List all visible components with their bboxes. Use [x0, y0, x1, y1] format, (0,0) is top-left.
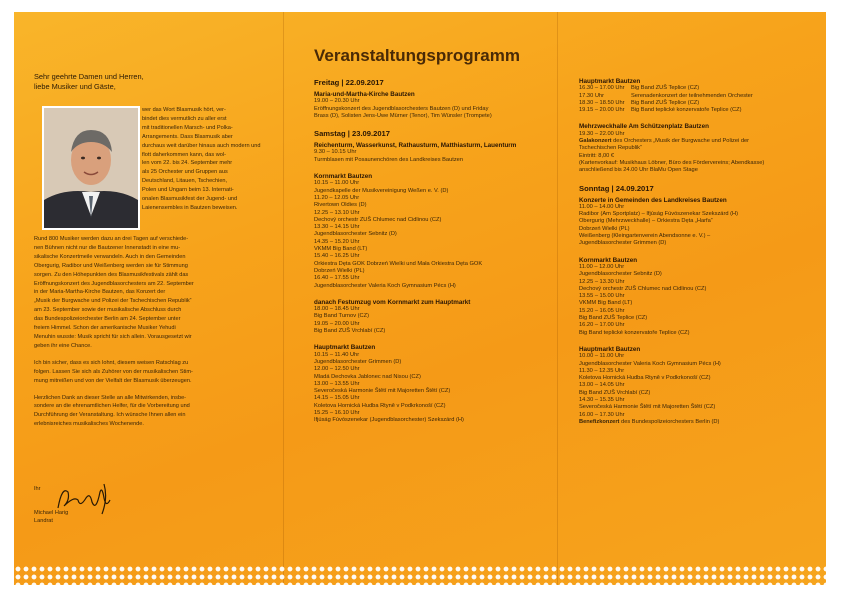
- letter-line: Deutschland, Litauen, Tschechien,: [142, 178, 228, 185]
- program-line: Dechový orchestr ZUŠ Chlumec nad Cidlinou (CZ): [314, 216, 442, 223]
- program-line: 12.00 – 12.50 Uhr: [314, 366, 360, 373]
- program-panel-1: [284, 12, 556, 585]
- letter-line: sondere an die ehrenamtlichen Helfer, für die Vorbereitung und: [34, 403, 190, 410]
- program-column-2: [579, 74, 819, 426]
- program-heading: Kornmarkt Bautzen: [314, 173, 373, 181]
- program-flyer: [14, 12, 826, 585]
- program-entry: [579, 85, 819, 92]
- letter-line: len vom 22. bis 24. September mehr: [142, 160, 233, 167]
- program-line: 10.15 – 11.00 Uhr: [314, 180, 360, 187]
- letter-line: Menuhin wusste: Musik spricht für sich allein. Vorausgesetzt wir: [34, 333, 192, 340]
- program-line: Dobrzeń Wielki (PL): [579, 225, 630, 232]
- program-line: Rivertown Oldies (D): [314, 202, 367, 209]
- program-heading: Freitag | 22.09.2017: [314, 78, 384, 87]
- letter-line: das Bundespolizeiorchester Berlin am 24. September unter: [34, 316, 181, 323]
- program-line: 19.00 – 20.30 Uhr: [314, 98, 360, 105]
- letter-line: in der Maria-Martha-Kirche Bautzen, das Konzert der: [34, 289, 166, 296]
- program-line: Eintritt: 8,00 €: [579, 152, 615, 159]
- program-line: Jugendblasorchester Sebnitz (D): [579, 271, 662, 278]
- program-column-1: [314, 74, 550, 425]
- program-line: 16.40 – 17.55 Uhr: [314, 275, 360, 282]
- program-line: 11.00 – 12.00 Uhr: [579, 263, 625, 270]
- program-heading: Hauptmarkt Bautzen: [314, 344, 376, 352]
- program-line: Big Band ZUŠ Teplice (CZ): [579, 315, 648, 322]
- program-line: Jugendblasorchester Sebnitz (D): [314, 231, 397, 238]
- program-heading: Mehrzweckhalle Am Schützenplatz Bautzen: [579, 123, 709, 131]
- spacer: [579, 337, 819, 342]
- program-line: Turmblasen mit Posaunenchören des Landkreises Bautzen: [314, 156, 464, 163]
- program-heading: Maria-und-Martha-Kirche Bautzen: [314, 91, 415, 98]
- letter-line: durchaus weit darüber hinaus auch modern und: [142, 142, 261, 149]
- program-line: 18.00 – 18.45 Uhr: [314, 306, 360, 313]
- program-line: 12.25 – 13.10 Uhr: [314, 209, 360, 216]
- greeting-panel: [14, 12, 282, 585]
- greeting: [34, 72, 204, 92]
- letter-intro: [142, 106, 272, 213]
- program-line-rest: des Orchesters „Musik der Burgwache und Polizei der: [611, 138, 750, 145]
- program-line-bold: Galakonzert: [579, 138, 612, 145]
- greeting-line: Sehr geehrte Damen und Herren,: [34, 72, 144, 81]
- program-line: 19.30 – 22.00 Uhr: [579, 130, 625, 137]
- entry-title: Big Band ZUŠ Teplice (CZ): [631, 85, 700, 92]
- letter-line: mit traditionellen Marsch- und Polka-: [142, 124, 233, 131]
- closing: Ihr: [34, 486, 41, 492]
- program-line: [579, 419, 819, 426]
- letter-line: geben ihr eine Chance.: [34, 342, 92, 349]
- letter-line: Laienensembles in Bautzen beweisen.: [142, 204, 238, 211]
- letter-line: bindet dies vermutlich zu aller erst: [142, 115, 227, 122]
- letter-line: nen Bühnen nicht nur die Bautzener Innenstadt in eine mu-: [34, 244, 181, 251]
- program-line: Weißenberg (Kleingartenverein Abendsonne e. V.) –: [579, 233, 711, 240]
- program-line: Obergurig (Mehrzweckhalle) – Orkiestra Dęta „Harfa“: [579, 218, 713, 225]
- program-line: Ifjúság Fúvószenekar (Jugendblasorchester) Szekszárd (H): [314, 417, 464, 424]
- letter-line: Durchführung der Veranstaltung. Ich wünsche Ihnen allen ein: [34, 412, 186, 419]
- letter-line: flott daherkommen kann, das wol-: [142, 151, 226, 158]
- spacer: [579, 114, 819, 119]
- program-entry: [579, 93, 819, 100]
- greeting-line: liebe Musiker und Gäste,: [34, 82, 116, 91]
- letter-line: Eröffnungskonzert des Jugendblasorchesters am 22. September: [34, 280, 194, 287]
- letter-line: Obergurig, Radibor und Weißenberg werden sie für Stimmung: [34, 262, 188, 269]
- program-line: Jugendkapelle der Musikvereinigung Weßen e. V. (D): [314, 187, 449, 194]
- letter-line: als 25 Orchester und Gruppen aus: [142, 169, 228, 176]
- entry-time: 17.30 Uhr: [579, 92, 604, 99]
- program-line: Jugendblasorchester Grimmen (D): [579, 240, 667, 247]
- letter-line: Ich bin sicher, dass es sich lohnt, diesem weisen Ratschlag zu: [34, 359, 189, 366]
- program-line-rest: des Bundespolizeiorchesters Berlin (D): [619, 418, 720, 425]
- fold-line: [557, 12, 558, 585]
- spacer: [314, 335, 550, 340]
- letter-line: sikalische Konzertmeile verwandeln. Auch in den Gemeinden: [34, 253, 186, 260]
- program-line: 11.20 – 12.05 Uhr: [314, 194, 360, 201]
- program-line: Dobrzeń Wielki (PL): [314, 267, 365, 274]
- program-line: 11.30 – 12.35 Uhr: [579, 367, 625, 374]
- program-line: 14.15 – 15.05 Uhr: [314, 395, 360, 402]
- spacer: [314, 164, 550, 169]
- program-heading: Hauptmarkt Bautzen: [579, 78, 641, 85]
- spacer: [579, 248, 819, 253]
- letter-line: wer das Wort Blasmusik hört, ver-: [142, 107, 226, 113]
- entry-title: Big Band teplické konzervatoře Teplice (CZ): [631, 107, 742, 114]
- program-line: 15.25 – 16.10 Uhr: [314, 409, 360, 416]
- program-line: VKMM Big Band (LT): [314, 246, 368, 253]
- dotted-border-decoration: [14, 565, 826, 585]
- letter-line: erlebnisreiches musikalisches Wochenende.: [34, 421, 144, 428]
- letter-line: am 23. September sowie der musikalische Abschluss durch: [34, 307, 182, 314]
- letter-line: Herzlichen Dank an dieser Stelle an alle Mitwirkenden, insbe-: [34, 394, 187, 401]
- letter-line: Arrangements. Dass Blasmusik aber: [142, 133, 233, 140]
- entry-title: Serenadenkonzert der teilnehmenden Orchester: [631, 92, 753, 99]
- program-line: anschließend bis 24.00 Uhr BlaMu Open Stage: [579, 167, 698, 174]
- entry-time: 16.30 – 17.00 Uhr: [579, 85, 625, 92]
- program-heading: danach Festumzug vom Kornmarkt zum Hauptmarkt: [314, 298, 471, 306]
- letter-line: sorgen. Zu den Höhepunkten des Blasmusikfestivals zählt das: [34, 271, 189, 278]
- program-line: Big Band ZUŠ Vrchlabí (CZ): [314, 328, 386, 335]
- program-line: Radibor (Am Sportplatz) – Ifjúság Fúvószenekar Szekszárd (H): [579, 211, 738, 218]
- program-entry: [579, 107, 819, 114]
- program-line: VKMM Big Band (LT): [579, 300, 633, 307]
- letter-body: [34, 235, 272, 429]
- spacer: [314, 290, 550, 295]
- program-line: Brass (D), Solisten Jens-Uwe Mürner (Tenor), Tim Wünsler (Trompete): [314, 112, 492, 119]
- signature-block: [34, 485, 174, 526]
- entry-time: 18.30 – 18.50 Uhr: [579, 99, 625, 106]
- program-line: Jugendblasorchester Valeria Koch Gymnasium Pécs (H): [579, 360, 721, 367]
- letter-line: onalen Blasmusikfest der Jugend- und: [142, 196, 238, 203]
- program-entry: [579, 100, 819, 107]
- letter-line: Rund 800 Musiker werden dazu an drei Tagen auf verschiede-: [34, 236, 189, 242]
- program-line: 13.00 – 13.55 Uhr: [314, 380, 360, 387]
- signer-role: Landrat: [34, 518, 53, 524]
- program-line: 16.00 – 17.30 Uhr: [579, 411, 625, 418]
- program-heading: Konzerte in Gemeinden des Landkreises Bautzen: [579, 196, 727, 204]
- program-line: 13.00 – 14.05 Uhr: [579, 382, 625, 389]
- program-line: Tschechischen Republik“: [579, 145, 642, 152]
- program-line: 16.20 – 17.00 Uhr: [579, 322, 625, 329]
- program-line: 12.25 – 13.30 Uhr: [579, 278, 625, 285]
- program-line: 10.15 – 11.40 Uhr: [314, 351, 360, 358]
- program-heading: Samstag | 23.09.2017: [314, 129, 391, 139]
- program-line: 14.35 – 15.20 Uhr: [314, 238, 360, 245]
- program-line: Big Band teplické konzervatoře Teplice (CZ): [579, 329, 690, 336]
- program-line: 19.05 – 20.00 Uhr: [314, 320, 360, 327]
- letter-line: mung mitreißen und von der Vielfalt der Blasmusik überzeugen.: [34, 377, 192, 384]
- program-line: 9.30 – 10.15 Uhr: [314, 149, 357, 156]
- program-title: Veranstaltungsprogramm: [314, 46, 520, 65]
- program-line: 10.00 – 11.00 Uhr: [579, 353, 625, 360]
- spacer: [314, 120, 550, 125]
- portrait-photo: [42, 106, 140, 230]
- program-heading: Sonntag | 24.09.2017: [579, 183, 654, 193]
- program-line: Big Band ZUŠ Vrchlabí (CZ): [579, 389, 651, 396]
- program-line: Koletova Hornická Hudba Rtyně v Podkrkonoší (CZ): [314, 402, 446, 409]
- letter-line: folgen. Lassen Sie sich als Zuhörer von der musikalischen Stim-: [34, 368, 193, 375]
- program-line: Koletova Hornická Hudba Rtyně v Podkrkonoší (CZ): [579, 375, 711, 382]
- letter-line: „Musik der Burgwache und Polizei der Tschechischen Republik“: [34, 298, 192, 305]
- program-line: 13.30 – 14.15 Uhr: [314, 224, 360, 231]
- program-heading: Kornmarkt Bautzen: [579, 256, 638, 264]
- letter-line: freiem Himmel. Schon der amerikanische Musiker Yehudi: [34, 325, 176, 332]
- program-line: 15.20 – 16.05 Uhr: [579, 307, 625, 314]
- program-line: 15.40 – 16.25 Uhr: [314, 253, 360, 260]
- program-line-bold: Benefizkonzert: [579, 418, 620, 425]
- program-line: Dechový orchestr ZUŠ Chlumec nad Cidlinou (CZ): [579, 285, 707, 292]
- program-heading: Reichenturm, Wasserkunst, Rathausturm, Matthiasturm, Lauenturm: [314, 142, 517, 150]
- program-line: Mladá Dechovka Jablonec nad Nisou (CZ): [314, 373, 421, 380]
- program-line: 13.55 – 15.00 Uhr: [579, 293, 625, 300]
- spacer: [579, 175, 819, 180]
- program-line: 14.30 – 15.35 Uhr: [579, 396, 625, 403]
- program-line: Big Band Turnov (CZ): [314, 313, 369, 320]
- program-line: Eröffnungskonzert des Jugendblasorchesters Bautzen (D) und Friday: [314, 105, 489, 112]
- portrait-image: [44, 108, 138, 228]
- entry-time: 19.15 – 20.00 Uhr: [579, 107, 625, 114]
- program-line: 11.00 – 14.00 Uhr: [579, 203, 625, 210]
- program-line: Orkiestra Dęta GOK Dobrzeń Wielki und Mała Orkiestra Dęta GOK: [314, 260, 483, 267]
- program-panel-2: [559, 12, 826, 585]
- program-line: Jugendblasorchester Grimmen (D): [314, 358, 402, 365]
- program-line: Severočeská Harmonie Štětí mit Majoretten Štětí (CZ): [579, 404, 716, 411]
- letter-line: Polen und Ungarn beim 13. Internati-: [142, 187, 234, 194]
- program-line: Severočeská Harmonie Štětí mit Majoretten Štětí (CZ): [314, 388, 451, 395]
- program-heading: Hauptmarkt Bautzen: [579, 345, 641, 353]
- program-line: Jugendblasorchester Valeria Koch Gymnasium Pécs (H): [314, 282, 456, 289]
- entry-title: Big Band ZUŠ Teplice (CZ): [631, 99, 700, 106]
- program-line: (Kartenvorkauf: Musikhaus Löbner, Büro des Fördervereins; Abendkasse): [579, 159, 765, 166]
- program-line: [579, 138, 819, 145]
- signer-name: Michael Harig: [34, 509, 69, 516]
